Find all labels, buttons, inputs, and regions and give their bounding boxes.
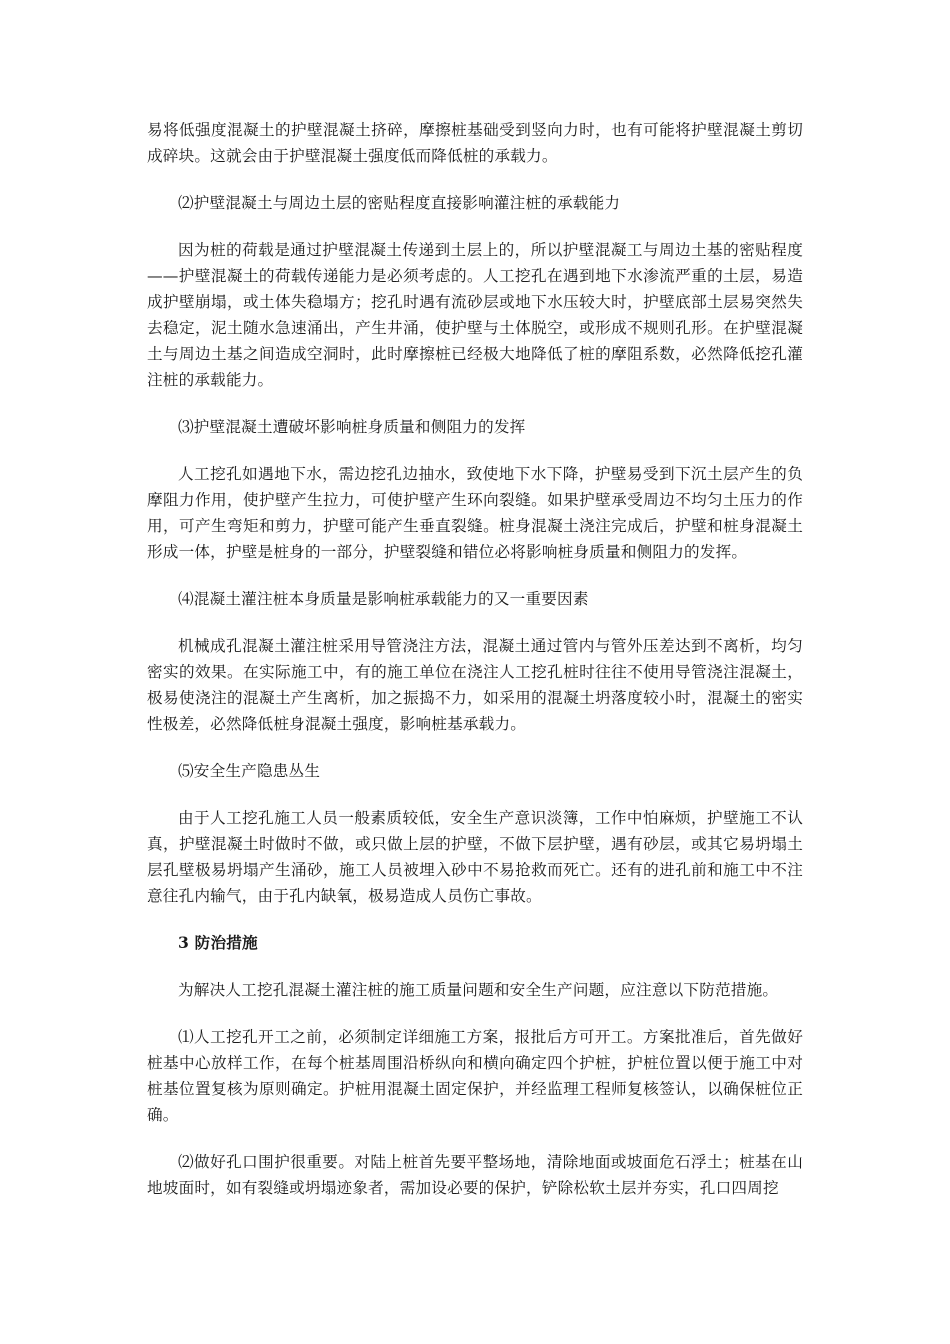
subheading-3: ⑶护壁混凝土遭破坏影响桩身质量和侧阻力的发挥 — [178, 418, 526, 436]
paragraph-safety: 由于人工挖孔施工人员一般素质较低，安全生产意识淡簿，工作中怕麻烦，护壁施工不认真，护壁混凝土时做时不做，或只做上层的护壁，不做下层护壁，遇有砂层，或其它易坍塌土层孔壁极易坍塌产生涌砂，施工人员被埋入砂中不易抢救而死亡。还有的进孔前和施工中不注意往孔内输气，由于孔内缺氧，极易造成人员伤亡事故。 — [147, 809, 803, 905]
paragraph-continuation: 易将低强度混凝土的护壁混凝土挤碎，摩擦桩基础受到竖向力时，也有可能将护壁混凝土剪切成碎块。这就会由于护壁混凝土强度低而降低桩的承载力。 — [147, 121, 803, 165]
paragraph-load-transfer: 因为桩的荷载是通过护壁混凝土传递到土层上的，所以护壁混凝工与周边土基的密贴程度——护壁混凝土的荷载传递能力是必须考虑的。人工挖孔在遇到地下水渗流严重的土层，易造成护壁崩塌，或土体失稳塌方；挖孔时遇有流砂层或地下水压较大时，护壁底部土层易突然失去稳定，泥土随水急速涌出，产生井涌，使护壁与土体脱空，或形成不规则孔形。在护壁混凝土与周边土基之间造成空洞时，此时摩擦桩已经极大地降低了桩的摩阻系数，必然降低挖孔灌注桩的承载能力。 — [147, 241, 803, 389]
paragraph-measure-2: ⑵做好孔口围护很重要。对陆上桩首先要平整场地，清除地面或坡面危石浮土；桩基在山地坡面时，如有裂缝或坍塌迹象者，需加设必要的保护，铲除松软土层并夯实，孔口四周挖 — [147, 1153, 803, 1197]
subheading-4: ⑷混凝土灌注桩本身质量是影响桩承载能力的又一重要因素 — [178, 590, 589, 608]
subheading-5: ⑸安全生产隐患丛生 — [178, 762, 321, 780]
subheading-2: ⑵护壁混凝土与周边土层的密贴程度直接影响灌注桩的承载能力 — [178, 194, 621, 212]
paragraph-groundwater: 人工挖孔如遇地下水，需边挖孔边抽水，致使地下水下降，护壁易受到下沉土层产生的负摩阻力作用，使护壁产生拉力，可使护壁产生环向裂缝。如果护壁承受周边不均匀土压力的作用，可产生弯矩和剪力，护壁可能产生垂直裂缝。桩身混凝土浇注完成后，护壁和桩身混凝土形成一体，护壁是桩身的一部分，护壁裂缝和错位必将影响桩身质量和侧阻力的发挥。 — [147, 465, 803, 561]
paragraph-measure-1: ⑴人工挖孔开工之前，必须制定详细施工方案，报批后方可开工。方案批准后，首先做好桩基中心放样工作，在每个桩基周围沿桥纵向和横向确定四个护桩，护桩位置以便于施工中对桩基位置复核为原则确定。护桩用混凝土固定保护，并经监理工程师复核签认，以确保桩位正确。 — [147, 1028, 803, 1124]
document-page — [147, 117, 803, 1201]
section-heading-3: 3 防治措施 — [178, 933, 258, 952]
paragraph-measures-intro: 为解决人工挖孔混凝土灌注桩的施工质量问题和安全生产问题，应注意以下防范措施。 — [178, 981, 779, 999]
paragraph-concrete-quality: 机械成孔混凝土灌注桩采用导管浇注方法，混凝土通过管内与管外压差达到不离析，均匀密实的效果。在实际施工中，有的施工单位在浇注人工挖孔桩时往往不使用导管浇注混凝土，极易使浇注的混凝土产生离析，加之振捣不力，如采用的混凝土坍落度较小时，混凝土的密实性极差，必然降低桩身混凝土强度，影响桩基承载力。 — [147, 637, 803, 733]
